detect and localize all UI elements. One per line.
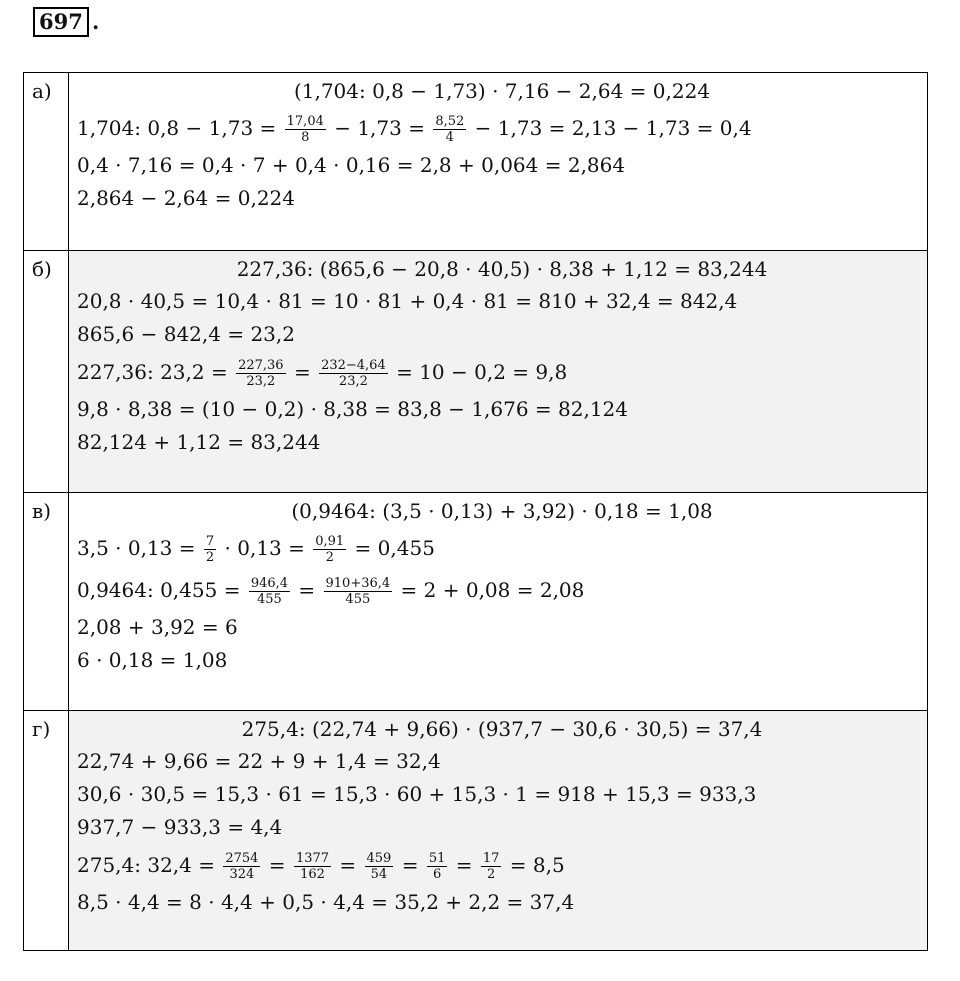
fraction: $\frac{910+36,4}{455}$ bbox=[325, 576, 391, 607]
part-b-step-1: 20,8 · 40,5 = 10,4 · 81 = 10 · 81 + 0,4 · 81 = 810 + 32,4 = 842,4 bbox=[77, 289, 738, 313]
part-b-body bbox=[69, 251, 928, 493]
part-b-row bbox=[24, 251, 928, 493]
part-v-body bbox=[69, 493, 928, 711]
fraction: $\frac{2754}{324}$ bbox=[225, 851, 259, 882]
part-g-step-5: 8,5 · 4,4 = 8 · 4,4 + 0,5 · 4,4 = 35,2 + 2,2 = 37,4 bbox=[77, 890, 575, 914]
part-g-body bbox=[69, 711, 928, 951]
fraction: $\frac{51}{6}$ bbox=[428, 851, 446, 882]
part-b-label: б) bbox=[24, 251, 69, 493]
part-g-step-2: 30,6 · 30,5 = 15,3 · 61 = 15,3 · 60 + 15,3 · 1 = 918 + 15,3 = 933,3 bbox=[77, 782, 757, 806]
part-a-label: а) bbox=[24, 73, 69, 251]
part-a-expression: (1,704: 0,8 − 1,73) · 7,16 − 2,64 = 0,224 bbox=[293, 79, 711, 103]
part-b-step-2: 865,6 − 842,4 = 23,2 bbox=[77, 322, 295, 346]
part-g-step-4: 275,4: 32,4 = $\frac{2754}{324}$ = $\frac{1377}{162}$ = $\frac{459}{54}$ = $\frac{51}{6}$ = $\frac{17}{2}$ = 8,5 bbox=[77, 851, 565, 882]
part-g-label: г) bbox=[24, 711, 69, 951]
fraction: $\frac{7}{2}$ bbox=[205, 534, 215, 565]
part-v-step-4: 6 · 0,18 = 1,08 bbox=[77, 648, 228, 672]
part-v-expression: (0,9464: (3,5 · 0,13) + 3,92) · 0,18 = 1,08 bbox=[291, 499, 713, 523]
fraction: $\frac{0,91}{2}$ bbox=[315, 534, 345, 565]
problem-number-dot: . bbox=[92, 9, 100, 34]
part-g-step-3: 937,7 − 933,3 = 4,4 bbox=[77, 815, 283, 839]
part-b-expression: 227,36: (865,6 − 20,8 · 40,5) · 8,38 + 1,12 = 83,244 bbox=[236, 257, 768, 281]
fraction: $\frac{17,04}{8}$ bbox=[286, 114, 324, 145]
part-a-step-3: 2,864 − 2,64 = 0,224 bbox=[77, 186, 295, 210]
part-g-expression: 275,4: (22,74 + 9,66) · (937,7 − 30,6 · 30,5) = 37,4 bbox=[241, 717, 763, 741]
part-a-step-1: 1,704: 0,8 − 1,73 = $\frac{17,04}{8}$ − 1,73 = $\frac{8,52}{4}$ − 1,73 = 2,13 − 1,73 = 0,4 bbox=[77, 114, 752, 145]
part-g-row bbox=[24, 711, 928, 951]
part-a-body bbox=[69, 73, 928, 251]
part-v-step-3: 2,08 + 3,92 = 6 bbox=[77, 615, 238, 639]
solution-table bbox=[23, 72, 928, 951]
fraction: $\frac{946,4}{455}$ bbox=[250, 576, 289, 607]
fraction: $\frac{232-4,64}{23,2}$ bbox=[321, 358, 386, 389]
fraction: $\frac{8,52}{4}$ bbox=[435, 114, 465, 145]
part-v-step-2: 0,9464: 0,455 = $\frac{946,4}{455}$ = $\frac{910+36,4}{455}$ = 2 + 0,08 = 2,08 bbox=[77, 576, 585, 607]
part-b-step-3: 227,36: 23,2 = $\frac{227,36}{23,2}$ = $\frac{232-4,64}{23,2}$ = 10 − 0,2 = 9,8 bbox=[77, 358, 568, 389]
problem-number: 697 bbox=[33, 7, 89, 37]
part-b-step-4: 9,8 · 8,38 = (10 − 0,2) · 8,38 = 83,8 − 1,676 = 82,124 bbox=[77, 397, 629, 421]
part-v-row bbox=[24, 493, 928, 711]
part-v-label: в) bbox=[24, 493, 69, 711]
part-a-row bbox=[24, 73, 928, 251]
part-b-step-5: 82,124 + 1,12 = 83,244 bbox=[77, 430, 321, 454]
fraction: $\frac{459}{54}$ bbox=[366, 851, 392, 882]
fraction: $\frac{17}{2}$ bbox=[482, 851, 500, 882]
fraction: $\frac{227,36}{23,2}$ bbox=[238, 358, 284, 389]
part-a-step-2: 0,4 · 7,16 = 0,4 · 7 + 0,4 · 0,16 = 2,8 + 0,064 = 2,864 bbox=[77, 153, 626, 177]
fraction: $\frac{1377}{162}$ bbox=[295, 851, 330, 882]
part-g-step-1: 22,74 + 9,66 = 22 + 9 + 1,4 = 32,4 bbox=[77, 749, 441, 773]
part-v-step-1: 3,5 · 0,13 = $\frac{7}{2}$ · 0,13 = $\frac{0,91}{2}$ = 0,455 bbox=[77, 534, 435, 565]
